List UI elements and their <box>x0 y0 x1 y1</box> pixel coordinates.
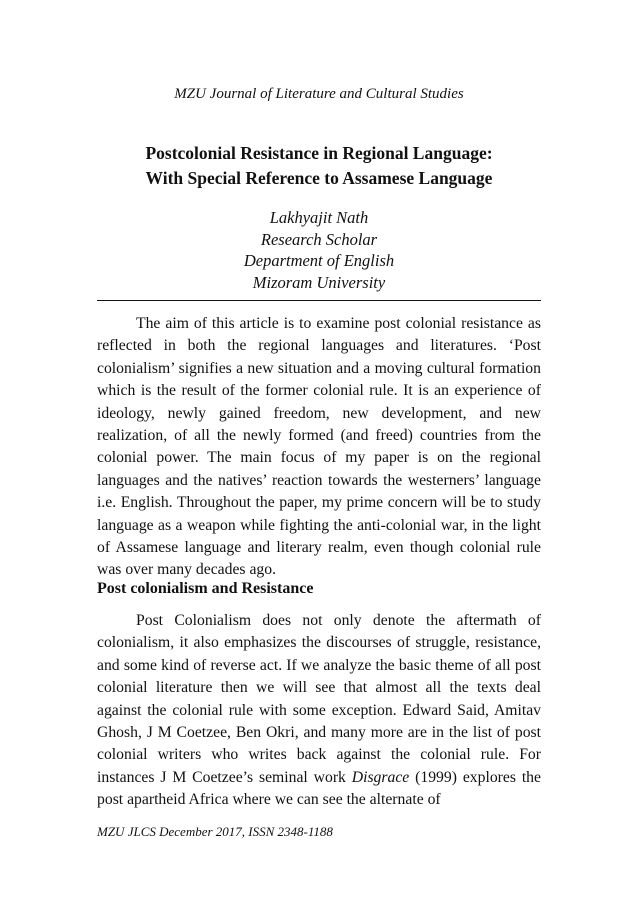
section-body <box>97 610 541 812</box>
page-footer: MZU JLCS December 2017, ISSN 2348-1188 <box>97 824 333 839</box>
paragraph-text-part-1: Post Colonialism does not only denote the aftermath of colonialism, it also emphasizes the discourses of struggle, resistance, and some kind of reverse act. If we analyze the basic theme of all post colonial literature then we will see that almost all the texts deal against the colonial rule with some exception. Edward Said, Amitav Ghosh, J M Coetzee, Ben Okri, and many more are in the list of post colonial writers who writes back against the colonial rule. For instances J M Coetzee’s seminal work <box>97 612 541 786</box>
title-line-1: Postcolonial Resistance in Regional Language: <box>145 143 493 163</box>
author-name: Lakhyajit Nath <box>269 208 369 227</box>
work-title: Disgrace <box>351 768 410 786</box>
section-paragraph <box>97 610 541 812</box>
abstract <box>97 313 541 582</box>
title-line-2: With Special Reference to Assamese Language <box>145 168 493 188</box>
paragraph-text-part-2: (1999) explores the post apartheid Africa where we can see the alternate of <box>97 768 541 809</box>
author-department: Department of English <box>243 251 395 270</box>
abstract-paragraph: The aim of this article is to examine post colonial resistance as reflected in both the regional languages and literatures. ‘Post colonialism’ signifies a new situation and a moving cultural formation which is the result of the former colonial rule. It is an experience of ideology, newly gained freedom, new development, and new realization, of all the newly formed (and freed) countries from the colonial power. The main focus of my paper is on the regional languages and the natives’ reaction towards the westerners’ language i.e. English. Throughout the paper, my prime concern will be to study language as a weapon while fighting the anti-colonial war, in the light of Assamese language and literary realm, even though colonial rule was over many decades ago. <box>97 315 541 579</box>
author-position: Research Scholar <box>260 229 378 249</box>
article-title <box>0 141 638 191</box>
author-university: Mizoram University <box>252 272 386 292</box>
journal-header: MZU Journal of Literature and Cultural Studies <box>174 86 464 102</box>
title-divider <box>97 300 541 301</box>
author-block <box>0 207 638 293</box>
section-heading: Post colonialism and Resistance <box>97 580 314 597</box>
